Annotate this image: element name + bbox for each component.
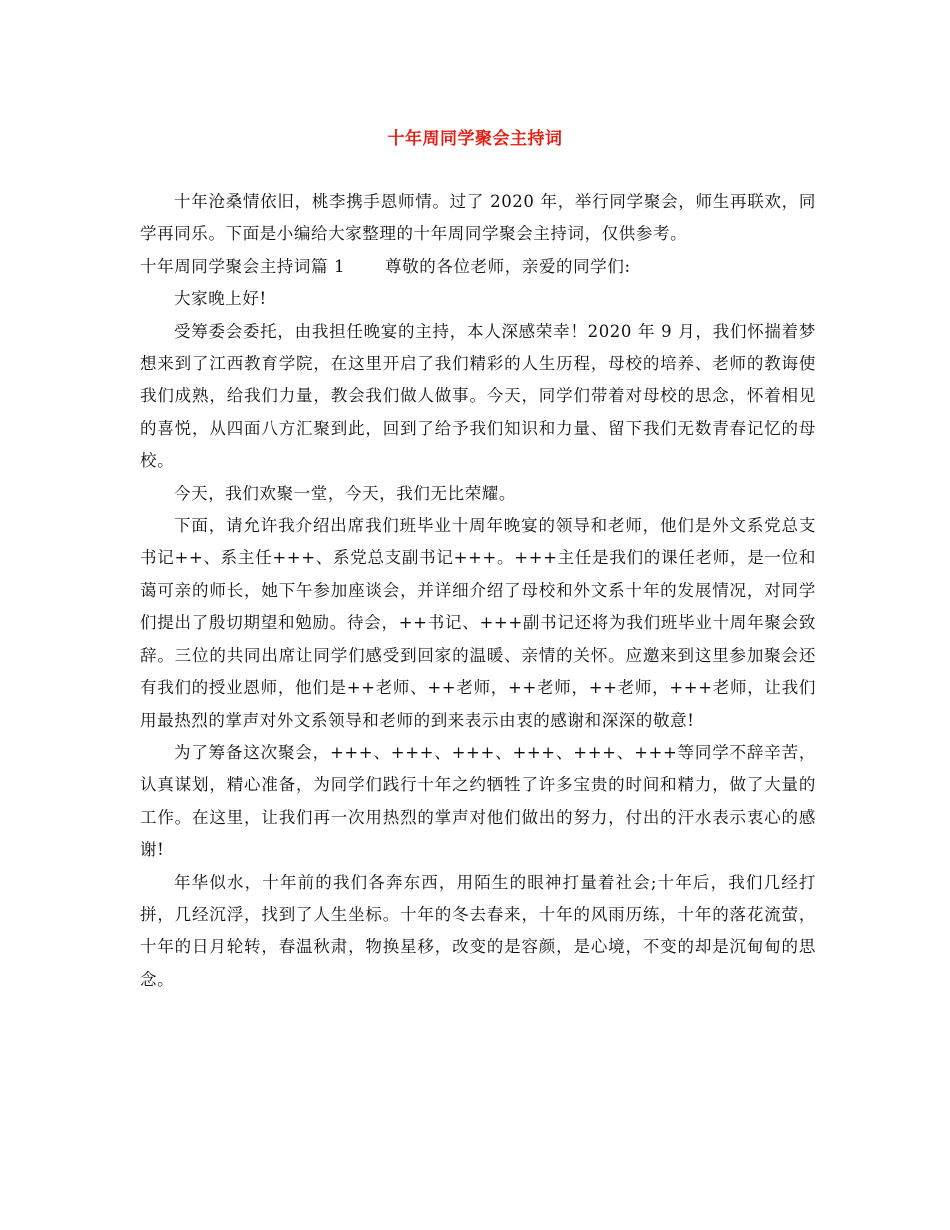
body-paragraph: 受筹委会委托，由我担任晚宴的主持，本人深感荣幸！2020 年 9 月，我们怀揣着梦想来到了江西教育学院，在这里开启了我们精彩的人生历程，母校的培养、老师的教诲使我们成熟，给我们力量，教会我们做人做事。今天，同学们带着对母校的思念，怀着相见的喜悦，从四面八方汇聚到此，回到了给予我们知识和力量、留下我们无数青春记忆的母校。 (140, 321, 816, 471)
section-heading: 十年周同学聚会主持词篇 1 (140, 256, 346, 276)
salutation: 尊敬的各位老师，亲爱的同学们: (385, 256, 631, 276)
body-paragraph: 下面，请允许我介绍出席我们班毕业十周年晚宴的领导和老师，他们是外文系党总支书记++、系主任+++、系党总支副书记+++。+++主任是我们的课任老师，是一位和蔼可亲的师长，她下午参加座谈会，并详细介绍了母校和外文系十年的发展情况，对同学们提出了殷切期望和勉励。待会，++书记、+++副书记还将为我们班毕业十周年聚会致辞。三位的共同出席让同学们感受到回家的温暖、亲情的关怀。应邀来到这里参加聚会还有我们的授业恩师，他们是++老师、++老师，++老师，++老师，+++老师，让我们用最热烈的掌声对外文系领导和老师的到来表示由衷的感谢和深深的敬意! (140, 516, 816, 730)
body-paragraph: 为了筹备这次聚会，+++、+++、+++、+++、+++、+++等同学不辞辛苦，认真谋划，精心准备，为同学们践行十年之约牺牲了许多宝贵的时间和精力，做了大量的工作。在这里，让我们再一次用热烈的掌声对他们做出的努力，付出的汗水表示衷心的感谢! (140, 742, 816, 860)
document-title: 十年周同学聚会主持词 (387, 129, 563, 149)
intro-paragraph: 十年沧桑情依旧，桃李携手恩师情。过了 2020 年，举行同学聚会，师生再联欢，同学再同乐。下面是小编给大家整理的十年周同学聚会主持词，仅供参考。 (140, 192, 816, 244)
document-body (140, 186, 816, 996)
body-paragraph: 年华似水，十年前的我们各奔东西，用陌生的眼神打量着社会;十年后，我们几经打拼，几经沉浮，找到了人生坐标。十年的冬去春来，十年的风雨历练，十年的落花流萤，十年的日月轮转，春温秋肃，物换星移，改变的是容颜，是心境，不变的却是沉甸甸的思念。 (140, 872, 816, 989)
body-paragraph: 今天，我们欢聚一堂，今天，我们无比荣耀。 (174, 483, 516, 503)
section-heading-line (140, 251, 816, 283)
greeting-paragraph: 大家晚上好! (174, 289, 267, 309)
